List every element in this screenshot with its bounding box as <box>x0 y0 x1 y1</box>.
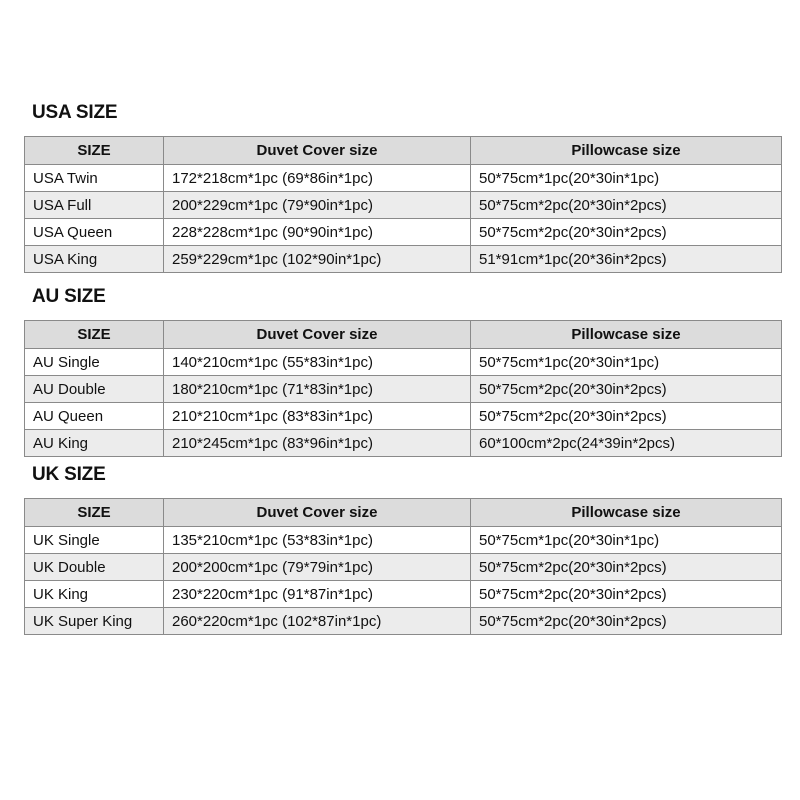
size-cell: AU King <box>25 430 164 457</box>
size-cell: UK Super King <box>25 608 164 635</box>
size-cell: AU Queen <box>25 403 164 430</box>
duvet-cell: 172*218cm*1pc (69*86in*1pc) <box>164 165 471 192</box>
header-pillowcase-size: Pillowcase size <box>471 321 782 349</box>
table-row <box>25 376 782 403</box>
header-size: SIZE <box>25 499 164 527</box>
au-size-title: AU SIZE <box>32 286 106 307</box>
table-row <box>25 349 782 376</box>
uk-size-table <box>24 498 782 635</box>
pillowcase-cell: 50*75cm*2pc(20*30in*2pcs) <box>471 219 782 246</box>
duvet-cell: 135*210cm*1pc (53*83in*1pc) <box>164 527 471 554</box>
pillowcase-cell: 60*100cm*2pc(24*39in*2pcs) <box>471 430 782 457</box>
table-row <box>25 554 782 581</box>
uk-size-title: UK SIZE <box>32 464 106 485</box>
duvet-cell: 200*229cm*1pc (79*90in*1pc) <box>164 192 471 219</box>
duvet-cell: 210*210cm*1pc (83*83in*1pc) <box>164 403 471 430</box>
au-size-table <box>24 320 782 457</box>
size-cell: AU Single <box>25 349 164 376</box>
header-duvet-cover-size: Duvet Cover size <box>164 499 471 527</box>
table-row <box>25 430 782 457</box>
table-row <box>25 219 782 246</box>
pillowcase-cell: 50*75cm*2pc(20*30in*2pcs) <box>471 192 782 219</box>
duvet-cell: 260*220cm*1pc (102*87in*1pc) <box>164 608 471 635</box>
pillowcase-cell: 50*75cm*1pc(20*30in*1pc) <box>471 527 782 554</box>
pillowcase-cell: 50*75cm*2pc(20*30in*2pcs) <box>471 403 782 430</box>
table-row <box>25 165 782 192</box>
pillowcase-cell: 50*75cm*2pc(20*30in*2pcs) <box>471 376 782 403</box>
size-cell: USA Queen <box>25 219 164 246</box>
header-pillowcase-size: Pillowcase size <box>471 137 782 165</box>
header-pillowcase-size: Pillowcase size <box>471 499 782 527</box>
header-duvet-cover-size: Duvet Cover size <box>164 321 471 349</box>
table-row <box>25 192 782 219</box>
duvet-cell: 140*210cm*1pc (55*83in*1pc) <box>164 349 471 376</box>
table-row <box>25 246 782 273</box>
header-size: SIZE <box>25 321 164 349</box>
usa-size-title: USA SIZE <box>32 102 118 123</box>
table-header-row <box>25 137 782 165</box>
table-row <box>25 581 782 608</box>
duvet-cell: 259*229cm*1pc (102*90in*1pc) <box>164 246 471 273</box>
duvet-cell: 230*220cm*1pc (91*87in*1pc) <box>164 581 471 608</box>
table-row <box>25 608 782 635</box>
pillowcase-cell: 50*75cm*2pc(20*30in*2pcs) <box>471 581 782 608</box>
size-cell: UK King <box>25 581 164 608</box>
duvet-cell: 180*210cm*1pc (71*83in*1pc) <box>164 376 471 403</box>
size-cell: AU Double <box>25 376 164 403</box>
size-cell: UK Single <box>25 527 164 554</box>
pillowcase-cell: 50*75cm*1pc(20*30in*1pc) <box>471 165 782 192</box>
pillowcase-cell: 50*75cm*2pc(20*30in*2pcs) <box>471 608 782 635</box>
size-cell: USA Full <box>25 192 164 219</box>
size-cell: USA Twin <box>25 165 164 192</box>
table-row <box>25 527 782 554</box>
duvet-cell: 210*245cm*1pc (83*96in*1pc) <box>164 430 471 457</box>
table-header-row <box>25 321 782 349</box>
table-row <box>25 403 782 430</box>
duvet-cell: 228*228cm*1pc (90*90in*1pc) <box>164 219 471 246</box>
duvet-cell: 200*200cm*1pc (79*79in*1pc) <box>164 554 471 581</box>
usa-size-table <box>24 136 782 273</box>
header-duvet-cover-size: Duvet Cover size <box>164 137 471 165</box>
table-header-row <box>25 499 782 527</box>
header-size: SIZE <box>25 137 164 165</box>
size-cell: UK Double <box>25 554 164 581</box>
pillowcase-cell: 50*75cm*1pc(20*30in*1pc) <box>471 349 782 376</box>
pillowcase-cell: 50*75cm*2pc(20*30in*2pcs) <box>471 554 782 581</box>
pillowcase-cell: 51*91cm*1pc(20*36in*2pcs) <box>471 246 782 273</box>
size-cell: USA King <box>25 246 164 273</box>
